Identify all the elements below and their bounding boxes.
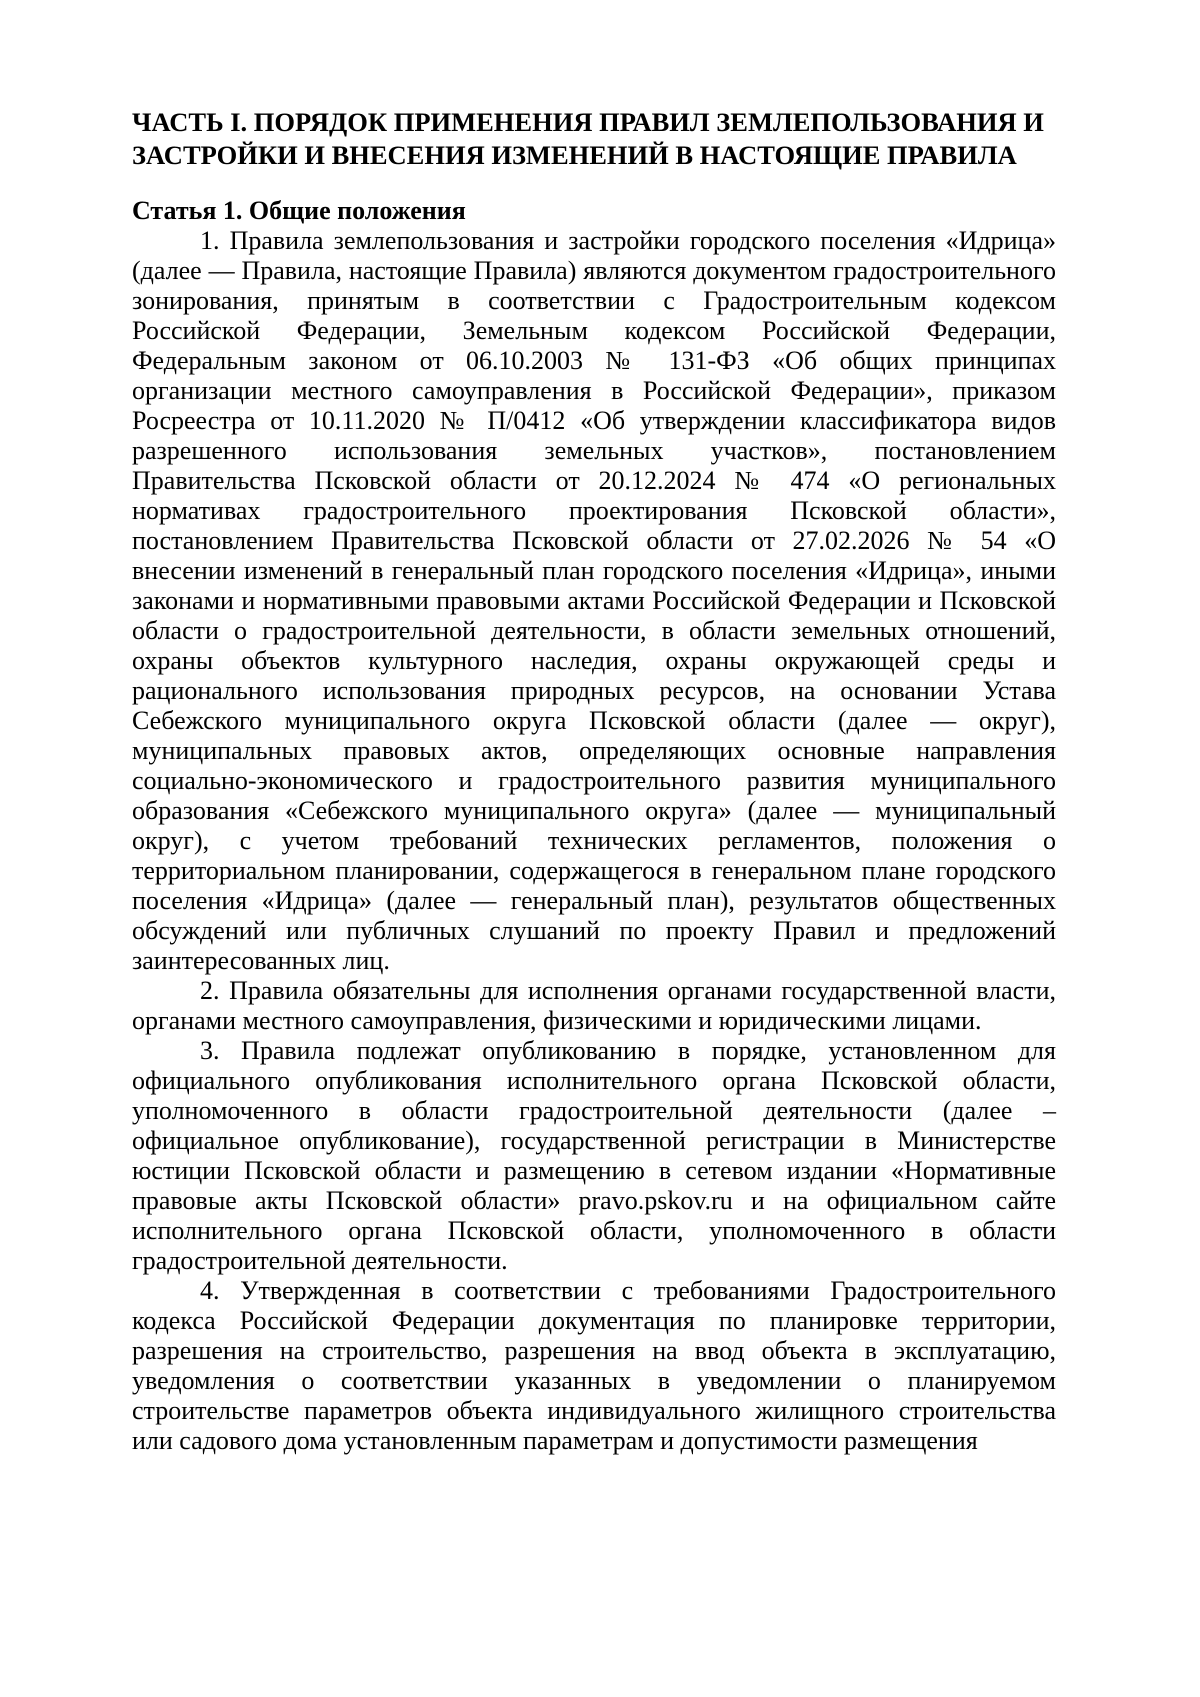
- paragraph-1: 1. Правила землепользования и застройки городского поселения «Идрица» (далее — Правила, настоящие Правила) являются документом градостроительного зонирования, принятым в соответствии с Градостроительным кодексом Российской Федерации, Земельным кодексом Российской Федерации, Федеральным законом от 06.10.2003 № 131-ФЗ «Об общих принципах организации местного самоуправления в Российской Федерации», приказом Росреестра от 10.11.2020 № П/0412 «Об утверждении классификатора видов разрешенного использования земельных участков», постановлением Правительства Псковской области от 20.12.2024 № 474 «О региональных нормативах градостроительного проектирования Псковской области», постановлением Правительства Псковской области от 27.02.2026 № 54 «О внесении изменений в генеральный план городского поселения «Идрица», иными законами и нормативными правовыми актами Российской Федерации и Псковской области о градостроительной деятельности, в области земельных отношений, охраны объектов культурного наследия, охраны окружающей среды и рационального использования природных ресурсов, на основании Устава Себежского муниципального округа Псковской области (далее — округ), муниципальных правовых актов, определяющих основные направления социально-экономического и градостроительного развития муниципального образования «Себежского муниципального округа» (далее — муниципальный округ), с учетом требований технических регламентов, положения о территориальном планировании, содержащегося в генеральном плане городского поселения «Идрица» (далее — генеральный план), результатов общественных обсуждений или публичных слушаний по проекту Правил и предложений заинтересованных лиц.: [132, 226, 1056, 975]
- paragraph-2: 2. Правила обязательны для исполнения органами государственной власти, органами местного самоуправления, физическими и юридическими лицами.: [132, 976, 1056, 1035]
- paragraph-3: 3. Правила подлежат опубликованию в порядке, установленном для официального опубликования исполнительного органа Псковской области, уполномоченного в области градостроительной деятельности (далее – официальное опубликование), государственной регистрации в Министерстве юстиции Псковской области и размещению в сетевом издании «Нормативные правовые акты Псковской области» pravo.pskov.ru и на официальном сайте исполнительного органа Псковской области, уполномоченного в области градостроительной деятельности.: [132, 1036, 1056, 1275]
- article-title: Статья 1. Общие положения: [132, 196, 466, 225]
- page-bottom-margin: [0, 1480, 1200, 1697]
- part-title: ЧАСТЬ I. ПОРЯДОК ПРИМЕНЕНИЯ ПРАВИЛ ЗЕМЛЕПОЛЬЗОВАНИЯ И ЗАСТРОЙКИ И ВНЕСЕНИЯ ИЗМЕНЕНИЙ В НАСТОЯЩИЕ ПРАВИЛА: [132, 107, 1044, 170]
- document-page: [132, 106, 1056, 1456]
- paragraph-4: 4. Утвержденная в соответствии с требованиями Градостроительного кодекса Российской Федерации документация по планировке территории, разрешения на строительство, разрешения на ввод объекта в эксплуатацию, уведомления о соответствии указанных в уведомлении о планируемом строительстве параметров объекта индивидуального жилищного строительства или садового дома установленным параметрам и допустимости размещения: [132, 1276, 1056, 1455]
